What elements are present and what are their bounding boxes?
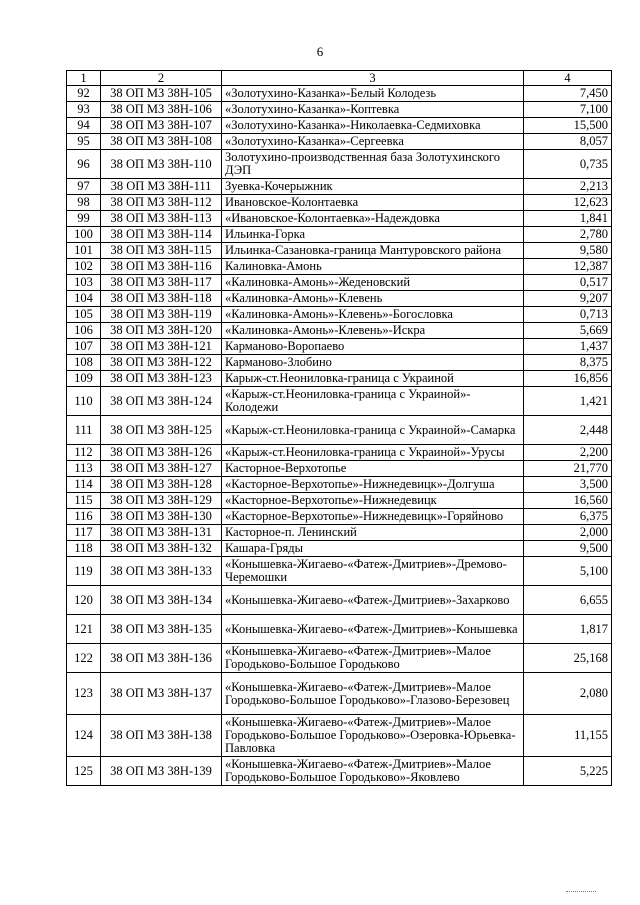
- table-row: [67, 259, 612, 275]
- road-length-cell: 5,225: [524, 757, 612, 786]
- road-name-cell: «Калиновка-Амонь»-Жеденовский: [222, 275, 524, 291]
- road-code-cell: 38 ОП МЗ 38Н-108: [101, 134, 222, 150]
- header-col-4: 4: [524, 71, 612, 86]
- road-length-cell: 25,168: [524, 644, 612, 673]
- road-code-cell: 38 ОП МЗ 38Н-128: [101, 477, 222, 493]
- table-row: [67, 195, 612, 211]
- row-number-cell: 112: [67, 445, 101, 461]
- table-row: [67, 118, 612, 134]
- row-number-cell: 96: [67, 150, 101, 179]
- road-length-cell: 1,421: [524, 387, 612, 416]
- road-name-cell: «Касторное-Верхотопье»-Нижнедевицк»-Горяйново: [222, 509, 524, 525]
- road-name-cell: Ивановское-Колонтаевка: [222, 195, 524, 211]
- road-code-cell: 38 ОП МЗ 38Н-133: [101, 557, 222, 586]
- table-row: [67, 757, 612, 786]
- row-number-cell: 107: [67, 339, 101, 355]
- roads-table: [66, 70, 612, 786]
- row-number-cell: 108: [67, 355, 101, 371]
- road-length-cell: 1,841: [524, 211, 612, 227]
- row-number-cell: 109: [67, 371, 101, 387]
- header-col-1: 1: [67, 71, 101, 86]
- road-code-cell: 38 ОП МЗ 38Н-110: [101, 150, 222, 179]
- road-length-cell: 3,500: [524, 477, 612, 493]
- road-name-cell: Кашара-Гряды: [222, 541, 524, 557]
- table-row: [67, 673, 612, 715]
- road-length-cell: 5,669: [524, 323, 612, 339]
- road-code-cell: 38 ОП МЗ 38Н-115: [101, 243, 222, 259]
- road-name-cell: «Касторное-Верхотопье»-Нижнедевицк»-Долгуша: [222, 477, 524, 493]
- table-row: [67, 227, 612, 243]
- page-number: 6: [316, 44, 324, 59]
- row-number-cell: 114: [67, 477, 101, 493]
- road-name-cell: «Золотухино-Казанка»-Коптевка: [222, 102, 524, 118]
- header-col-2: 2: [101, 71, 222, 86]
- table-row: [67, 477, 612, 493]
- road-code-cell: 38 ОП МЗ 38Н-113: [101, 211, 222, 227]
- road-length-cell: 16,560: [524, 493, 612, 509]
- road-name-cell: «Карыж-ст.Неониловка-граница с Украиной»-Самарка: [222, 416, 524, 445]
- row-number-cell: 99: [67, 211, 101, 227]
- road-name-cell: Карманово-Злобино: [222, 355, 524, 371]
- road-code-cell: 38 ОП МЗ 38Н-122: [101, 355, 222, 371]
- table-row: [67, 416, 612, 445]
- road-name-cell: «Калиновка-Амонь»-Клевень»-Искра: [222, 323, 524, 339]
- road-code-cell: 38 ОП МЗ 38Н-129: [101, 493, 222, 509]
- road-length-cell: 0,517: [524, 275, 612, 291]
- row-number-cell: 102: [67, 259, 101, 275]
- row-number-cell: 115: [67, 493, 101, 509]
- table-row: [67, 307, 612, 323]
- road-length-cell: 9,580: [524, 243, 612, 259]
- table-row: [67, 525, 612, 541]
- row-number-cell: 93: [67, 102, 101, 118]
- road-name-cell: «Конышевка-Жигаево-«Фатеж-Дмитриев»-Дремово-Черемошки: [222, 557, 524, 586]
- table-row: [67, 644, 612, 673]
- road-name-cell: Ильинка-Сазановка-граница Мантуровского района: [222, 243, 524, 259]
- road-code-cell: 38 ОП МЗ 38Н-125: [101, 416, 222, 445]
- road-name-cell: «Карыж-ст.Неониловка-граница с Украиной»-Колодежи: [222, 387, 524, 416]
- road-length-cell: 2,780: [524, 227, 612, 243]
- road-name-cell: Зуевка-Кочерыжник: [222, 179, 524, 195]
- road-code-cell: 38 ОП МЗ 38Н-107: [101, 118, 222, 134]
- road-code-cell: 38 ОП МЗ 38Н-134: [101, 586, 222, 615]
- table-row: [67, 323, 612, 339]
- row-number-cell: 117: [67, 525, 101, 541]
- road-name-cell: «Конышевка-Жигаево-«Фатеж-Дмитриев»-Конышевка: [222, 615, 524, 644]
- table-row: [67, 339, 612, 355]
- row-number-cell: 122: [67, 644, 101, 673]
- road-name-cell: «Конышевка-Жигаево-«Фатеж-Дмитриев»-Малое Городьково-Большое Городьково»-Глазово-Березовец: [222, 673, 524, 715]
- road-code-cell: 38 ОП МЗ 38Н-126: [101, 445, 222, 461]
- road-length-cell: 2,080: [524, 673, 612, 715]
- row-number-cell: 111: [67, 416, 101, 445]
- row-number-cell: 105: [67, 307, 101, 323]
- road-code-cell: 38 ОП МЗ 38Н-124: [101, 387, 222, 416]
- table-row: [67, 86, 612, 102]
- road-code-cell: 38 ОП МЗ 38Н-120: [101, 323, 222, 339]
- table-row: [67, 541, 612, 557]
- road-code-cell: 38 ОП МЗ 38Н-131: [101, 525, 222, 541]
- road-length-cell: 7,100: [524, 102, 612, 118]
- road-length-cell: 0,713: [524, 307, 612, 323]
- road-name-cell: Касторное-п. Ленинский: [222, 525, 524, 541]
- table-row: [67, 615, 612, 644]
- table-row: [67, 134, 612, 150]
- table-row: [67, 509, 612, 525]
- table-row: [67, 586, 612, 615]
- row-number-cell: 121: [67, 615, 101, 644]
- row-number-cell: 123: [67, 673, 101, 715]
- road-length-cell: 15,500: [524, 118, 612, 134]
- table-header-row: [67, 71, 612, 86]
- road-name-cell: «Касторное-Верхотопье»-Нижнедевицк: [222, 493, 524, 509]
- table-row: [67, 557, 612, 586]
- road-name-cell: Карыж-ст.Неониловка-граница с Украиной: [222, 371, 524, 387]
- table-row: [67, 461, 612, 477]
- road-name-cell: «Конышевка-Жигаево-«Фатеж-Дмитриев»-Малое Городьково-Большое Городьково»-Яковлево: [222, 757, 524, 786]
- row-number-cell: 106: [67, 323, 101, 339]
- road-name-cell: «Золотухино-Казанка»-Сергеевка: [222, 134, 524, 150]
- table-row: [67, 715, 612, 757]
- table-row: [67, 291, 612, 307]
- road-name-cell: «Карыж-ст.Неониловка-граница с Украиной»-Урусы: [222, 445, 524, 461]
- road-length-cell: 2,200: [524, 445, 612, 461]
- road-length-cell: 6,655: [524, 586, 612, 615]
- road-code-cell: 38 ОП МЗ 38Н-137: [101, 673, 222, 715]
- road-name-cell: «Золотухино-Казанка»-Николаевка-Седмиховка: [222, 118, 524, 134]
- row-number-cell: 104: [67, 291, 101, 307]
- header-col-3: 3: [222, 71, 524, 86]
- road-length-cell: 11,155: [524, 715, 612, 757]
- road-length-cell: 5,100: [524, 557, 612, 586]
- road-name-cell: «Конышевка-Жигаево-«Фатеж-Дмитриев»-Малое Городьково-Большое Городьково»-Озеровка-Юрьевка-Павловка: [222, 715, 524, 757]
- road-code-cell: 38 ОП МЗ 38Н-139: [101, 757, 222, 786]
- row-number-cell: 125: [67, 757, 101, 786]
- row-number-cell: 97: [67, 179, 101, 195]
- row-number-cell: 113: [67, 461, 101, 477]
- table-row: [67, 493, 612, 509]
- row-number-cell: 110: [67, 387, 101, 416]
- road-code-cell: 38 ОП МЗ 38Н-118: [101, 291, 222, 307]
- road-length-cell: 9,207: [524, 291, 612, 307]
- road-name-cell: Карманово-Воропаево: [222, 339, 524, 355]
- road-name-cell: «Конышевка-Жигаево-«Фатеж-Дмитриев»-Захарково: [222, 586, 524, 615]
- road-name-cell: «Золотухино-Казанка»-Белый Колодезь: [222, 86, 524, 102]
- table-row: [67, 211, 612, 227]
- road-name-cell: Касторное-Верхотопье: [222, 461, 524, 477]
- road-length-cell: 2,000: [524, 525, 612, 541]
- road-length-cell: 16,856: [524, 371, 612, 387]
- road-name-cell: «Калиновка-Амонь»-Клевень: [222, 291, 524, 307]
- table-row: [67, 275, 612, 291]
- table-row: [67, 150, 612, 179]
- table-row: [67, 243, 612, 259]
- road-code-cell: 38 ОП МЗ 38Н-114: [101, 227, 222, 243]
- road-name-cell: «Калиновка-Амонь»-Клевень»-Богословка: [222, 307, 524, 323]
- table-row: [67, 387, 612, 416]
- table-row: [67, 355, 612, 371]
- row-number-cell: 124: [67, 715, 101, 757]
- row-number-cell: 103: [67, 275, 101, 291]
- table-row: [67, 445, 612, 461]
- scan-artifact: [566, 891, 596, 894]
- row-number-cell: 95: [67, 134, 101, 150]
- table-body: [67, 86, 612, 786]
- road-code-cell: 38 ОП МЗ 38Н-130: [101, 509, 222, 525]
- table-row: [67, 371, 612, 387]
- road-code-cell: 38 ОП МЗ 38Н-116: [101, 259, 222, 275]
- row-number-cell: 101: [67, 243, 101, 259]
- road-code-cell: 38 ОП МЗ 38Н-111: [101, 179, 222, 195]
- road-length-cell: 8,375: [524, 355, 612, 371]
- row-number-cell: 119: [67, 557, 101, 586]
- road-length-cell: 1,437: [524, 339, 612, 355]
- row-number-cell: 118: [67, 541, 101, 557]
- road-code-cell: 38 ОП МЗ 38Н-136: [101, 644, 222, 673]
- road-length-cell: 1,817: [524, 615, 612, 644]
- road-length-cell: 0,735: [524, 150, 612, 179]
- table-row: [67, 179, 612, 195]
- row-number-cell: 116: [67, 509, 101, 525]
- road-length-cell: 6,375: [524, 509, 612, 525]
- road-length-cell: 9,500: [524, 541, 612, 557]
- row-number-cell: 98: [67, 195, 101, 211]
- road-length-cell: 21,770: [524, 461, 612, 477]
- road-code-cell: 38 ОП МЗ 38Н-138: [101, 715, 222, 757]
- road-name-cell: Ильинка-Горка: [222, 227, 524, 243]
- road-name-cell: «Ивановское-Колонтаевка»-Надеждовка: [222, 211, 524, 227]
- road-name-cell: Золотухино-производственная база Золотухинского ДЭП: [222, 150, 524, 179]
- row-number-cell: 94: [67, 118, 101, 134]
- road-code-cell: 38 ОП МЗ 38Н-135: [101, 615, 222, 644]
- row-number-cell: 92: [67, 86, 101, 102]
- row-number-cell: 100: [67, 227, 101, 243]
- road-length-cell: 8,057: [524, 134, 612, 150]
- road-code-cell: 38 ОП МЗ 38Н-121: [101, 339, 222, 355]
- road-code-cell: 38 ОП МЗ 38Н-117: [101, 275, 222, 291]
- road-code-cell: 38 ОП МЗ 38Н-132: [101, 541, 222, 557]
- road-code-cell: 38 ОП МЗ 38Н-123: [101, 371, 222, 387]
- road-name-cell: «Конышевка-Жигаево-«Фатеж-Дмитриев»-Малое Городьково-Большое Городьково: [222, 644, 524, 673]
- table-row: [67, 102, 612, 118]
- road-code-cell: 38 ОП МЗ 38Н-106: [101, 102, 222, 118]
- road-code-cell: 38 ОП МЗ 38Н-105: [101, 86, 222, 102]
- road-code-cell: 38 ОП МЗ 38Н-119: [101, 307, 222, 323]
- road-length-cell: 7,450: [524, 86, 612, 102]
- road-length-cell: 12,387: [524, 259, 612, 275]
- road-code-cell: 38 ОП МЗ 38Н-112: [101, 195, 222, 211]
- row-number-cell: 120: [67, 586, 101, 615]
- road-code-cell: 38 ОП МЗ 38Н-127: [101, 461, 222, 477]
- road-length-cell: 12,623: [524, 195, 612, 211]
- road-name-cell: Калиновка-Амонь: [222, 259, 524, 275]
- road-length-cell: 2,213: [524, 179, 612, 195]
- road-length-cell: 2,448: [524, 416, 612, 445]
